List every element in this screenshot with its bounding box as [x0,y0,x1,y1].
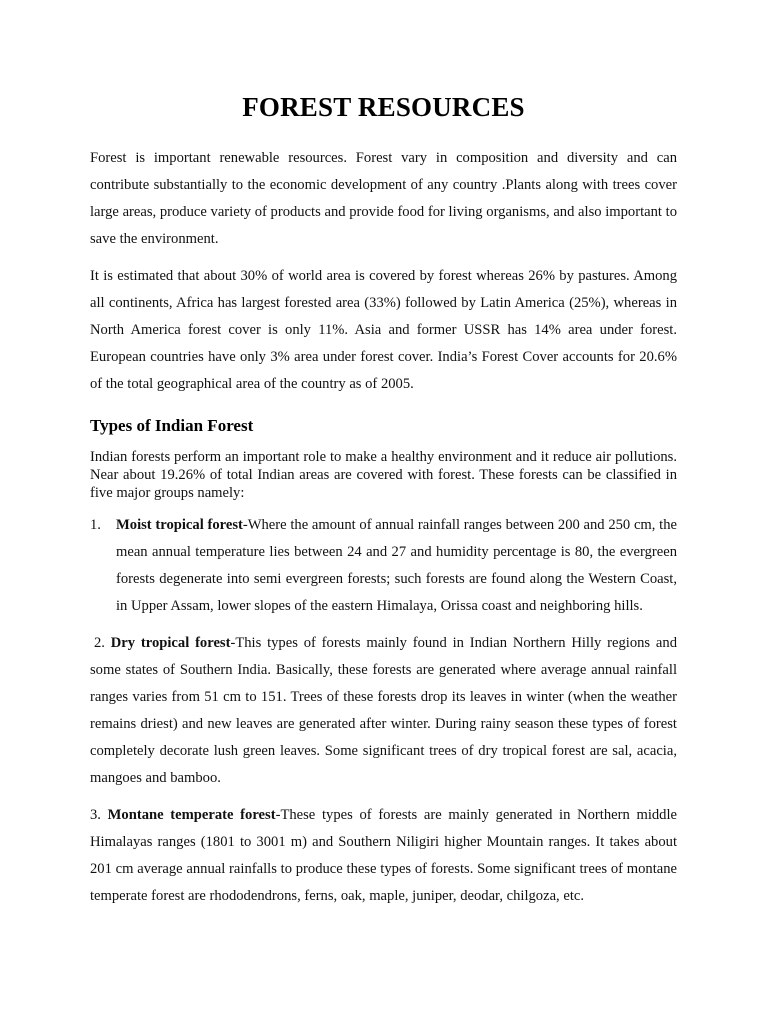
list-item-text: -These types of forests are mainly generated in Northern middle Himalayas ranges (1801 to 3001 m) and Southern Niligiri higher Mountain ranges. It takes about 201 cm average annual rainfalls to produce these types of forests. Some significant trees of montane temperate forest are rhododendrons, ferns, oak, maple, juniper, deodar, chilgoza, etc. [90,807,678,904]
list-item [90,512,677,620]
document-title: FOREST RESOURCES [242,92,525,122]
list-item-number: 1. [90,517,101,533]
list-item-number: 3. [90,807,101,823]
list-item-text: -This types of forests mainly found in Indian Northern Hilly regions and some states of Southern India. Basically, these forests are generated where average annual rainfall ranges varies from 51 cm to 151. Trees of these forests drop its leaves in winter (when the weather remains driest) and new leaves are generated after winter. During rainy season these types of forest completely decorate lush green leaves. Some significant trees of dry tropical forest are sal, acacia, mangoes and bamboo. [90,635,677,786]
list-item [90,630,677,792]
list-item-term: Montane temperate forest [107,807,276,823]
list-item-body [116,512,677,620]
list-item-term: Dry tropical forest [110,635,231,651]
section-intro-paragraph: Indian forests perform an important role to make a healthy environment and it reduce air pollutions. Near about 19.26% of total Indian areas are covered with forest. These forests can be classified in five major groups namely: [90,449,677,501]
list-item [90,802,677,910]
document-page [90,92,677,910]
section-heading: Types of Indian Forest [90,416,254,435]
list-item-term: Moist tropical forest [116,517,243,533]
list-item-number: 2. [94,635,105,651]
intro-paragraph: Forest is important renewable resources. Forest vary in composition and diversity and can contribute substantially to the economic development of any country .Plants along with trees cover large areas, produce variety of products and provide food for living organisms, and also important to save the environment. [90,150,677,247]
statistics-paragraph: It is estimated that about 30% of world area is covered by forest whereas 26% by pastures. Among all continents, Africa has largest forested area (33%) followed by Latin America (25%), whereas in North America forest cover is only 11%. Asia and former USSR has 14% area under forest. European countries have only 3% area under forest cover. India’s Forest Cover accounts for 20.6% of the total geographical area of the country as of 2005. [90,268,677,392]
list-item-text: -Where the amount of annual rainfall ranges between 200 and 250 cm, the mean annual temperature lies between 24 and 27 and humidity percentage is 80, the evergreen forests degenerate into semi evergreen forests; such forests are found along the Western Coast, in Upper Assam, lower slopes of the eastern Himalaya, Orissa coast and neighboring hills. [116,517,677,614]
